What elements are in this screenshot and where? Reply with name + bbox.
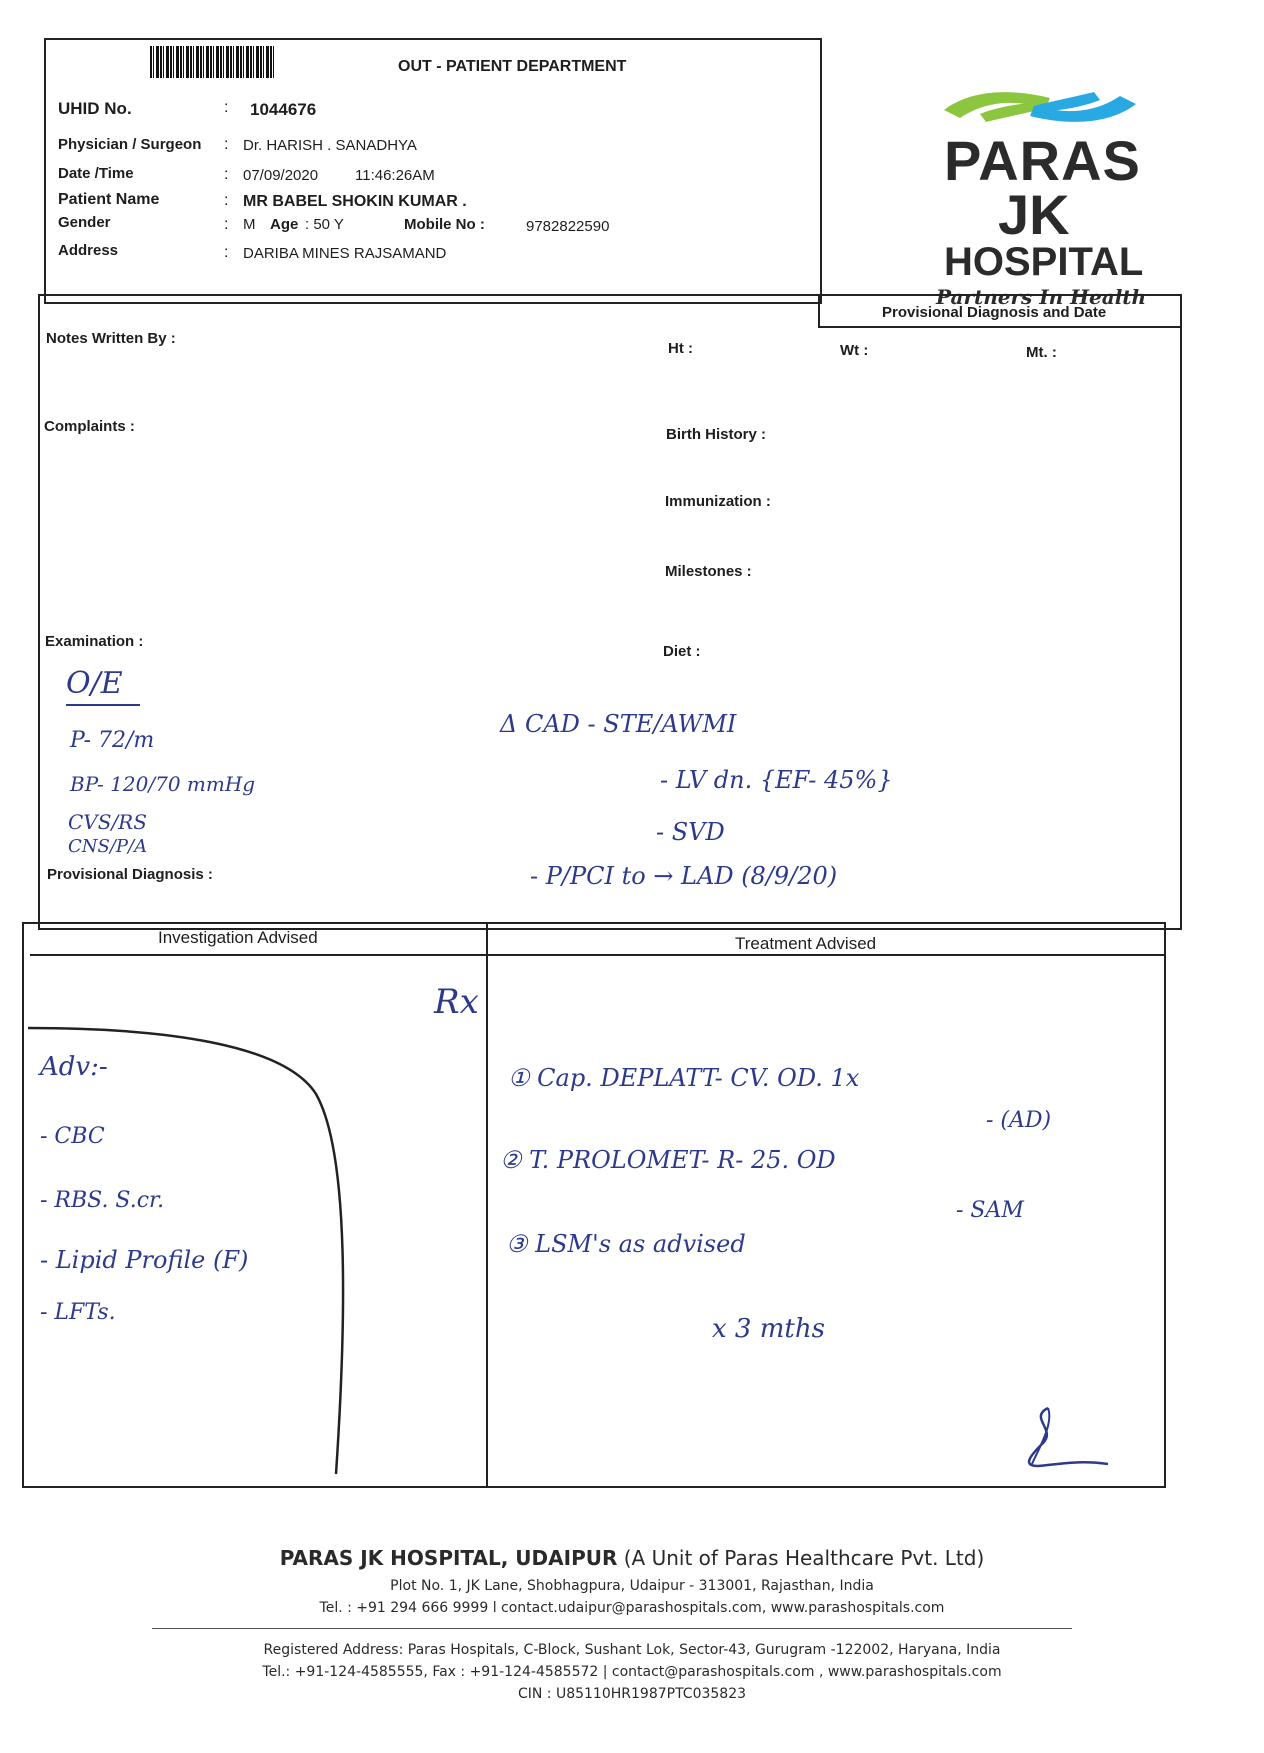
prov-diag-date-label: Provisional Diagnosis and Date — [882, 304, 1107, 321]
diagnosis-line-3: - SVD — [656, 818, 725, 846]
physician-colon: : — [224, 136, 229, 153]
treatment-line-3: ③ LSM's as advised — [506, 1230, 746, 1258]
complaints-label: Complaints : — [44, 418, 135, 435]
footer-hospital-name: PARAS JK HOSPITAL, UDAIPUR — [279, 1546, 618, 1570]
gender-colon: : — [224, 216, 229, 233]
logo-jk: JK — [998, 183, 1070, 246]
treatment-duration: x 3 mths — [712, 1314, 825, 1344]
prov-diag-date-divider — [818, 294, 820, 328]
immunization-label: Immunization : — [665, 493, 771, 510]
uhid-label: UHID No. — [58, 99, 132, 118]
exam-line-cns: CNS/P/A — [68, 836, 148, 857]
time-value: 11:46:26AM — [355, 167, 435, 184]
physician-value: Dr. HARISH . SANADHYA — [243, 137, 417, 154]
advice-header-underline — [30, 954, 1166, 956]
wt-label: Wt : — [840, 342, 869, 359]
notes-form-box — [38, 294, 1182, 930]
investigation-advised-header: Investigation Advised — [158, 928, 318, 947]
footer-registered: Registered Address: Paras Hospitals, C-Block, Sushant Lok, Sector-43, Gurugram -122002, Haryana, India — [263, 1642, 1001, 1658]
prov-diag-date-underline — [818, 326, 1182, 328]
address-value: DARIBA MINES RAJSAMAND — [243, 245, 447, 262]
logo-paras: PARAS — [944, 129, 1141, 192]
uhid-colon: : — [224, 99, 229, 116]
exam-line-pulse: P- 72/m — [70, 728, 155, 753]
provisional-diagnosis-label: Provisional Diagnosis : — [47, 866, 213, 883]
diagnosis-line-4: - P/PCI to → LAD (8/9/20) — [530, 862, 838, 890]
birth-history-label: Birth History : — [666, 426, 767, 443]
footer-unit: (A Unit of Paras Healthcare Pvt. Ltd) — [623, 1546, 985, 1570]
investigation-line-2: - CBC — [40, 1124, 105, 1149]
mobile-label: Mobile No : — [404, 216, 485, 233]
age-label: Age — [270, 216, 299, 233]
milestones-label: Milestones : — [665, 563, 752, 580]
date-value: 07/09/2020 — [243, 167, 319, 184]
logo-hospital: HOSPITAL — [944, 240, 1144, 284]
exam-line-cvs: CVS/RS — [68, 810, 147, 834]
address-colon: : — [224, 244, 229, 261]
doctor-signature — [1018, 1404, 1110, 1474]
advice-column-divider — [486, 922, 488, 1488]
datetime-label: Date /Time — [58, 165, 134, 182]
investigation-line-5: - LFTs. — [40, 1300, 116, 1325]
datetime-colon: : — [224, 166, 229, 183]
treatment-line-1: ① Cap. DEPLATT- CV. OD. 1x — [508, 1064, 860, 1092]
department-title: OUT - PATIENT DEPARTMENT — [398, 58, 627, 75]
patient-name-colon: : — [224, 192, 229, 209]
treatment-line-2: ② T. PROLOMET- R- 25. OD — [500, 1146, 836, 1174]
footer-cin: CIN : U85110HR1987PTC035823 — [517, 1686, 747, 1702]
uhid-value: 1044676 — [250, 100, 317, 119]
barcode — [150, 46, 276, 78]
treatment-advised-header: Treatment Advised — [735, 934, 877, 953]
logo-tagline: Partners In Health — [936, 285, 1147, 309]
diet-label: Diet : — [663, 643, 701, 660]
investigation-line-4: - Lipid Profile (F) — [40, 1246, 249, 1274]
patient-name-value: MR BABEL SHOKIN KUMAR . — [243, 193, 467, 210]
age-value: : 50 Y — [305, 216, 344, 233]
physician-label: Physician / Surgeon — [58, 136, 202, 153]
gender-value: M — [243, 216, 256, 233]
rx-symbol: Rx — [434, 982, 479, 1022]
ht-label: Ht : — [668, 340, 693, 357]
mobile-value: 9782822590 — [526, 218, 610, 235]
treatment-line-1-timing: - (AD) — [986, 1108, 1052, 1133]
exam-line-oe: O/E — [66, 666, 123, 701]
patient-name-label: Patient Name — [58, 191, 160, 208]
hands-logo-icon — [940, 84, 1140, 130]
address-label: Address — [58, 242, 119, 259]
exam-oe-underline — [66, 704, 140, 706]
footer-divider — [152, 1628, 1072, 1629]
notes-written-by-label: Notes Written By : — [46, 330, 176, 347]
treatment-line-2-timing: - SAM — [956, 1198, 1024, 1223]
investigation-line-3: - RBS. S.cr. — [40, 1188, 165, 1213]
gender-label: Gender — [58, 214, 111, 231]
investigation-line-1: Adv:- — [40, 1052, 108, 1082]
footer-plot: Plot No. 1, JK Lane, Shobhagpura, Udaipur - 313001, Rajasthan, India — [390, 1578, 874, 1594]
diagnosis-line-2: - LV dn. {EF- 45%} — [660, 766, 893, 794]
footer-hospital-line — [0, 1546, 1264, 1570]
examination-label: Examination : — [45, 633, 144, 650]
mt-label: Mt. : — [1026, 344, 1057, 361]
footer-tel: Tel. : +91 294 666 9999 l contact.udaipur@parashospitals.com, www.parashospitals.com — [319, 1600, 945, 1616]
exam-line-bp: BP- 120/70 mmHg — [70, 772, 256, 796]
footer-tel-fax: Tel.: +91-124-4585555, Fax : +91-124-4585572 | contact@parashospitals.com , www.parashospitals.com — [262, 1664, 1002, 1680]
diagnosis-line-1: Δ CAD - STE/AWMI — [500, 710, 737, 738]
